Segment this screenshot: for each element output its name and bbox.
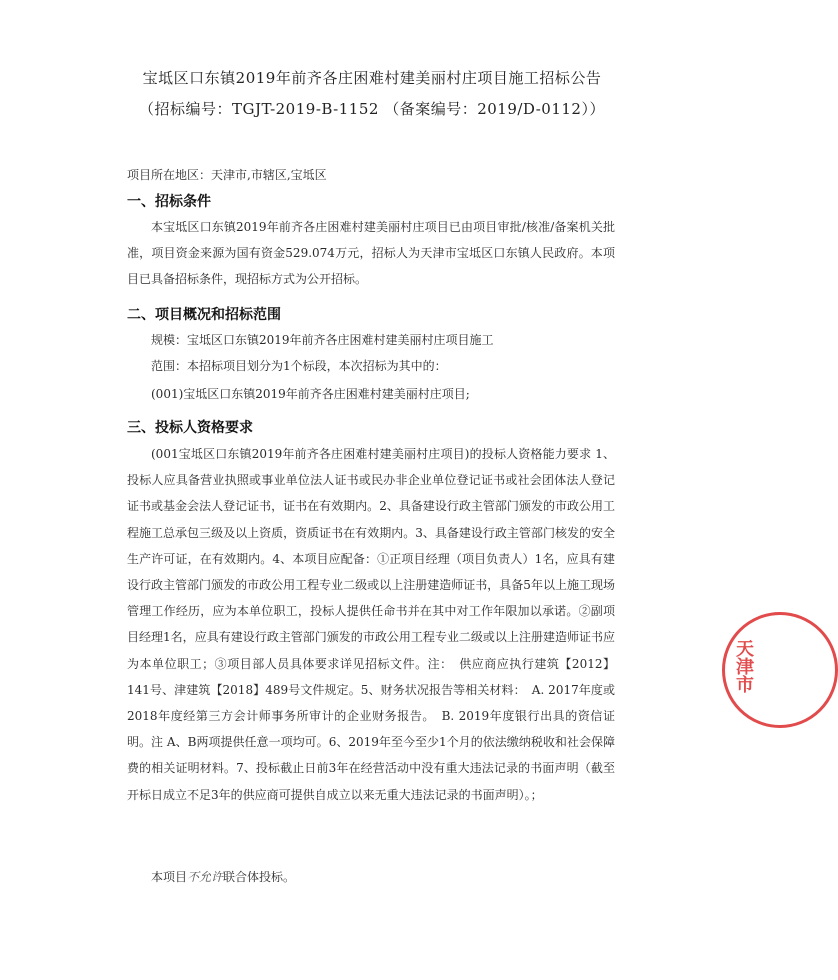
qualifications-paragraph: (001宝坻区口东镇2019年前齐各庄困难村建美丽村庄项目)的投标人资格能力要求 1、投标人应具备营业执照或事业单位法人证书或民办非企业单位登记证书或社会团体法人登记证书或基金会法人登记证书，证书在有效期内。2、具备建设行政主管部门颁发的市政公用工程施工总承包三级及以上资质，资质证书在有效期内。3、具备建设行政主管部门核发的安全生产许可证，在有效期内。4、本项目应配备：①正项目经理（项目负责人）1名，应具有建设行政主管部门颁发的市政公用工程专业二级或以上注册建造师证书，具备5年以上施工现场管理工作经历，应为本单位职工，投标人提供任命书并在其中对工作年限加以承诺。②副项目经理1名，应具有建设行政主管部门颁发的市政公用工程专业二级或以上注册建造师证书应为本单位职工；③项目部人员具体要求详见招标文件。注： 供应商应执行建筑【2012】141号、津建筑【2018】489号文件规定。5、财务状况报告等相关材料： A. 2017年度或2018年度经第三方会计师事务所审计的企业财务报告。 B. 2019年度银行出具的资信证明。注 A、B两项提供任意一项均可。6、2019年至今至少1个月的依法缴纳税收和社会保障费的相关证明材料。7、投标截止日前3年在经营活动中没有重大违法记录的书面声明（截至开标日成立不足3年的供应商可提供自成立以来无重大违法记录的书面声明）。； xyxy=(127,447,615,802)
project-scale-line: 规模：宝坻区口东镇2019年前齐各庄困难村建美丽村庄项目施工 xyxy=(151,333,494,347)
section-heading-qualifications: 三、投标人资格要求 xyxy=(127,420,253,436)
official-seal-stamp xyxy=(722,612,838,728)
document-title-line1: 宝坻区口东镇2019年前齐各庄困难村建美丽村庄项目施工招标公告 xyxy=(142,69,602,87)
stamp-text: 天津市 xyxy=(733,639,754,693)
consortium-suffix: 联合体投标。 xyxy=(223,870,296,884)
section-heading-project-overview: 二、项目概况和招标范围 xyxy=(127,307,281,323)
project-scope-line: 范围：本招标项目划分为1个标段，本次招标为其中的： xyxy=(151,359,447,373)
project-lot-line: (001)宝坻区口东镇2019年前齐各庄困难村建美丽村庄项目; xyxy=(151,387,470,401)
bidding-conditions-paragraph: 本宝坻区口东镇2019年前齐各庄困难村建美丽村庄项目已由项目审批/核准/备案机关批准，项目资金来源为国有资金529.074万元，招标人为天津市宝坻区口东镇人民政府。本项目已具备招标条件，现招标方式为公开招标。 xyxy=(127,220,615,287)
consortium-prefix: 本项目 xyxy=(151,870,188,884)
project-location: 项目所在地区：天津市,市辖区,宝坻区 xyxy=(127,168,327,182)
section-heading-bidding-conditions: 一、招标条件 xyxy=(127,194,211,210)
consortium-line xyxy=(151,868,295,885)
document-title-line2: （招标编号：TGJT-2019-B-1152 （备案编号：2019/D-0112）） xyxy=(139,100,605,118)
consortium-value: 不允许 xyxy=(187,870,224,884)
